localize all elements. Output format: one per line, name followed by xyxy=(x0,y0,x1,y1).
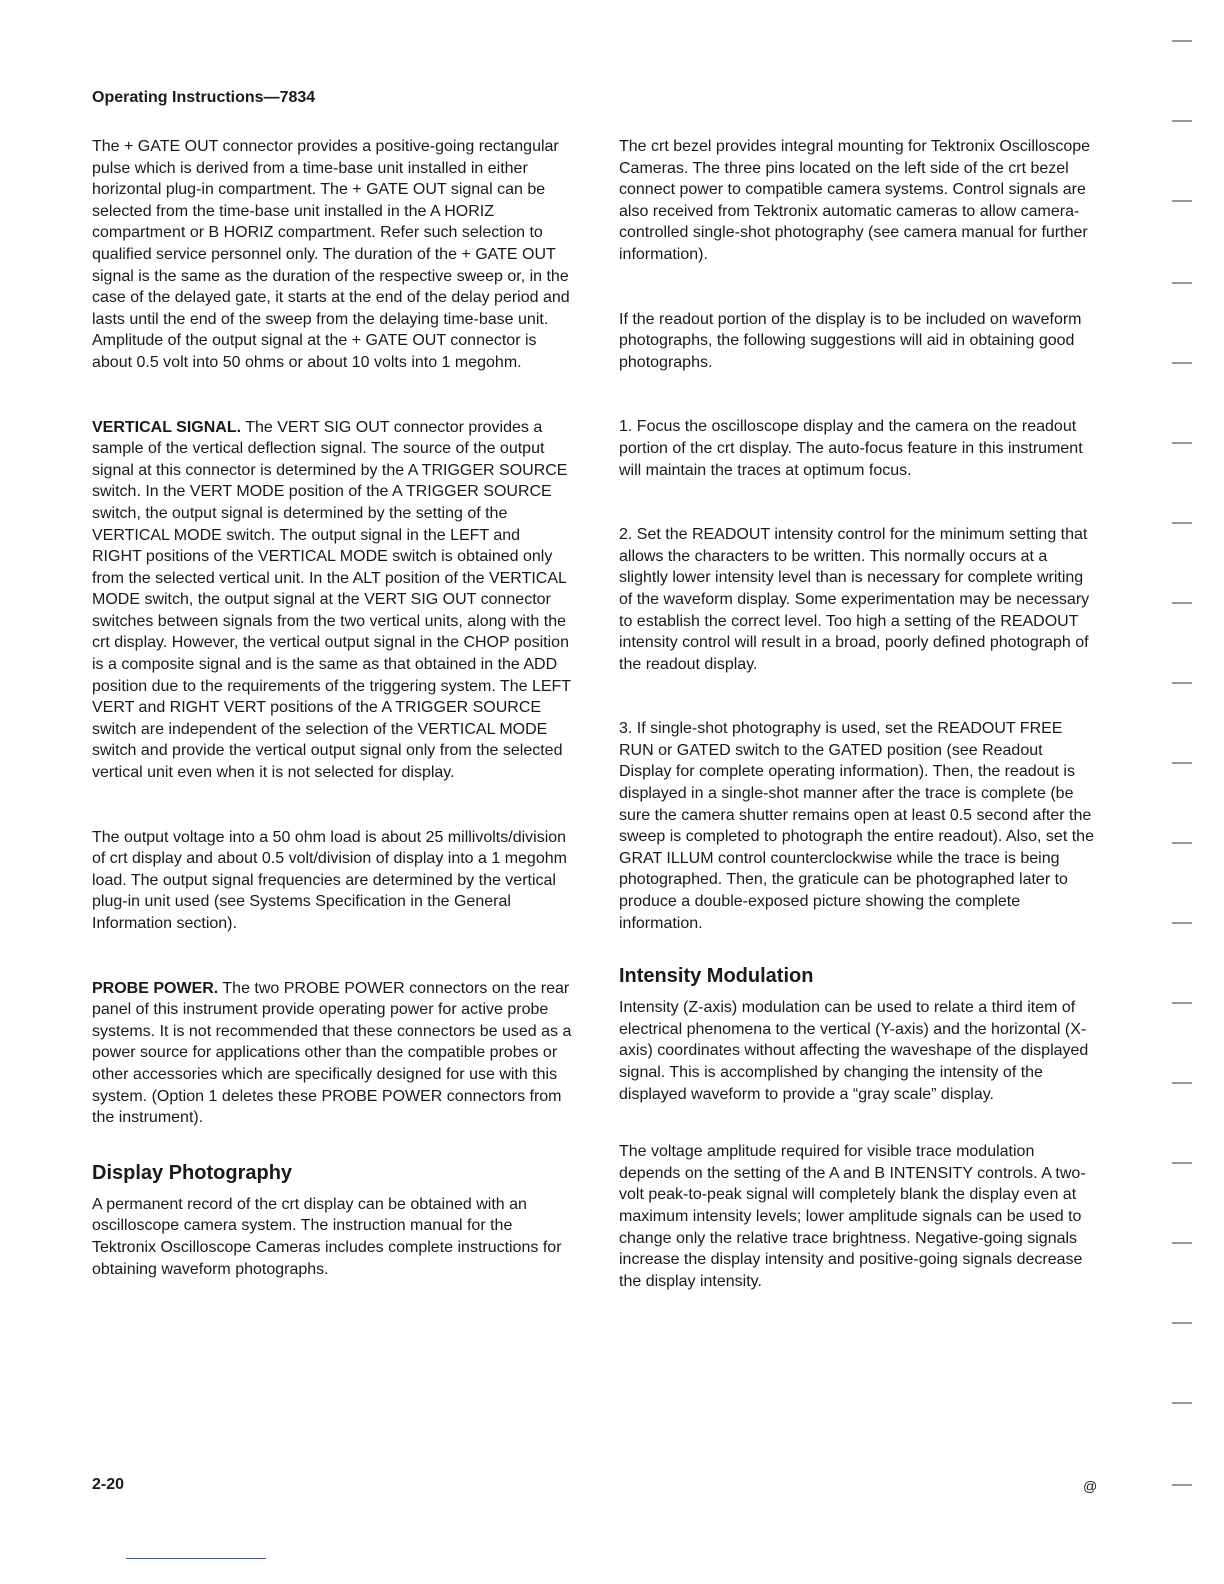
margin-tick xyxy=(1172,1162,1192,1164)
page-header: Operating Instructions—7834 xyxy=(92,89,316,106)
output-voltage-paragraph: The output voltage into a 50 ohm load is about 25 millivolts/division of crt display and about 0.5 volt/division of display into a 1 megohm load. The output signal frequencies are determined by the vertical plug-in unit used (see Systems Specification in the General Information section). xyxy=(92,828,567,932)
vertical-signal-title: VERTICAL SIGNAL. xyxy=(92,418,242,436)
probe-power-paragraph xyxy=(92,978,572,1129)
margin-tick xyxy=(1172,602,1192,604)
readout-intro-paragraph: If the readout portion of the display is to be included on waveform photographs, the following suggestions will aid in obtaining good photographs. xyxy=(619,310,1082,371)
permanent-record-paragraph: A permanent record of the crt display can be obtained with an oscilloscope camera system. The instruction manual for the Tektronix Oscilloscope Cameras includes complete instructions for obtaining waveform photographs. xyxy=(92,1195,562,1278)
margin-tick xyxy=(1172,1402,1192,1404)
gate-out-paragraph: The + GATE OUT connector provides a positive-going rectangular pulse which is derived from a time-base unit installed in either horizontal plug-in compartment. The + GATE OUT signal can be selected from the time-base unit installed in the A HORIZ compartment or B HORIZ compartment. Refer such selection to qualified service personnel only. The duration of the + GATE OUT signal is the same as the duration of the respective sweep or, in the case of the delayed gate, it starts at the end of the delay period and lasts until the end of the sweep from the delaying time-base unit. Amplitude of the output signal at the + GATE OUT connector is about 0.5 volt into 50 ohms or about 10 volts into 1 megohm. xyxy=(92,138,570,371)
left-column xyxy=(92,136,572,1280)
margin-tick xyxy=(1172,282,1192,284)
step-2: 2. Set the READOUT intensity control for the minimum setting that allows the characters to be written. This normally occurs at a slightly lower intensity level than is necessary for complete writing of the waveform display. Some experimentation may be necessary to establish the correct level. Too high a setting of the READOUT intensity control will result in a broad, poorly defined photograph of the readout display. xyxy=(619,526,1090,673)
margin-tick xyxy=(1172,1322,1192,1324)
margin-tick xyxy=(1172,842,1192,844)
margin-tick xyxy=(1172,1082,1192,1084)
margin-tick xyxy=(1172,1484,1192,1486)
step-3: 3. If single-shot photography is used, set the READOUT FREE RUN or GATED switch to the GATED position (see Readout Display for complete operating information). Then, the readout is displayed in a single-shot manner after the trace is complete (be sure the camera shutter remains open at least 0.5 second after the sweep is completed to photograph the entire readout). Also, set the GRAT ILLUM control counterclockwise while the trace is being photographed. Then, the graticule can be photographed later to produce a double-exposed picture showing the complete information. xyxy=(619,720,1094,932)
margin-tick xyxy=(1172,682,1192,684)
crt-bezel-paragraph: The crt bezel provides integral mounting for Tektronix Oscilloscope Cameras. The three pins located on the left side of the crt bezel connect power to compatible camera systems. Control signals are also received from Tektronix automatic cameras to allow camera-controlled single-shot photography (see camera manual for further information). xyxy=(619,138,1091,263)
step-1: 1. Focus the oscilloscope display and the camera on the readout portion of the crt display. The auto-focus feature in this instrument will maintain the traces at optimum focus. xyxy=(619,418,1083,479)
margin-tick xyxy=(1172,522,1192,524)
margin-tick xyxy=(1172,1002,1192,1004)
margin-tick xyxy=(1172,442,1192,444)
vertical-signal-paragraph xyxy=(92,417,572,784)
display-photography-heading: Display Photography xyxy=(92,1161,293,1184)
z-axis-paragraph: Intensity (Z-axis) modulation can be used to relate a third item of electrical phenomena to the vertical (Y-axis) and the horizontal (X-axis) coordinates without affecting the waveshape of the displayed signal. This is accomplished by changing the intensity of the displayed waveform to provide a “gray scale” display. xyxy=(619,999,1089,1103)
margin-tick xyxy=(1172,200,1192,202)
vertical-signal-text: The VERT SIG OUT connector provides a sample of the vertical deflection signal. The source of the output signal at this connector is determined by the A TRIGGER SOURCE switch. In the VERT MODE position of the A TRIGGER SOURCE switch, the output signal is determined by the setting of the VERTICAL MODE switch. The output signal in the LEFT and RIGHT positions of the VERTICAL MODE switch is obtained only from the selected vertical unit. In the ALT position of the VERTICAL MODE switch, the output signal at the VERT SIG OUT connector switches between signals from the two vertical units, along with the crt display. However, the vertical output signal in the CHOP position is a composite signal and is the same as that obtained in the ADD position due to the requirements of the triggering system. The LEFT VERT and RIGHT VERT positions of the A TRIGGER SOURCE switch are independent of the selection of the VERTICAL MODE switch and provide the vertical output signal only from the selected vertical unit even when it is not selected for display. xyxy=(92,418,571,782)
margin-tick xyxy=(1172,362,1192,364)
bottom-rule xyxy=(126,1558,266,1559)
footer-mark: @ xyxy=(1083,1478,1098,1494)
probe-power-title: PROBE POWER. xyxy=(92,979,219,997)
margin-tick xyxy=(1172,762,1192,764)
voltage-amplitude-paragraph: The voltage amplitude required for visible trace modulation depends on the setting of the A and B INTENSITY controls. A two-volt peak-to-peak signal will completely blank the display even at maximum intensity levels; lower amplitude signals can be used to change only the relative trace brightness. Negative-going signals increase the display intensity and positive-going signals decrease the display intensity. xyxy=(619,1143,1086,1290)
margin-tick xyxy=(1172,922,1192,924)
page-number: 2-20 xyxy=(92,1476,125,1493)
margin-tick xyxy=(1172,1242,1192,1244)
probe-power-text: The two PROBE POWER connectors on the rear panel of this instrument provide operating power for active probe systems. It is not recommended that these connectors be used as a power source for applications other than the compatible probes or other accessories which are specifically designed for use with this system. (Option 1 deletes these PROBE POWER connectors from the instrument). xyxy=(92,979,572,1127)
intensity-modulation-heading: Intensity Modulation xyxy=(619,965,814,988)
right-column xyxy=(619,136,1099,1292)
margin-tick xyxy=(1172,120,1192,122)
margin-tick xyxy=(1172,40,1192,42)
